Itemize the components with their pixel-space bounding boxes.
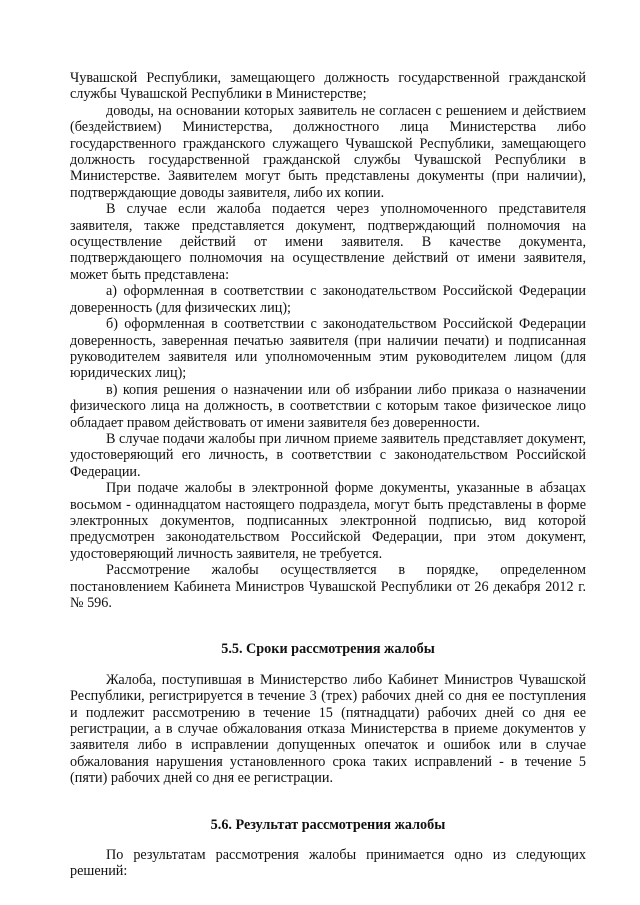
paragraph-consideration-order: Рассмотрение жалобы осуществляется в порядке, определенном постановлением Кабинета Министров Чувашской Республики от 26 декабря 2012 г. № 596. bbox=[70, 562, 586, 611]
paragraph-item-b: б) оформленная в соответствии с законодательством Российской Федерации доверенность, заверенная печатью заявителя (при наличии печати) и подписанная руководителем заявителя или уполномоченным этим руководителем лицом (для юридических лиц); bbox=[70, 316, 586, 382]
paragraph-deadlines: Жалоба, поступившая в Министерство либо Кабинет Министров Чувашской Республики, регистрируется в течение 3 (трех) рабочих дней со дня ее поступления и подлежит рассмотрению в течение 15 (пятнадцати) рабочих дней со дня ее регистрации, а в случае обжалования отказа Министерства в приеме документов у заявителя либо в исправлении допущенных опечаток и ошибок или в случае обжалования нарушения установленного срока таких исправлений - в течение 5 (пяти) рабочих дней со дня ее регистрации. bbox=[70, 671, 586, 787]
section-heading-5-6: 5.6. Результат рассмотрения жалобы bbox=[210, 816, 446, 833]
document-page bbox=[70, 70, 586, 880]
paragraph-result: По результатам рассмотрения жалобы принимается одно из следующих решений: bbox=[70, 847, 586, 880]
paragraph-item-a: а) оформленная в соответствии с законодательством Российской Федерации доверенность (для физических лиц); bbox=[70, 283, 586, 316]
section-heading-5-5: 5.5. Сроки рассмотрения жалобы bbox=[221, 641, 435, 658]
paragraph-representative: В случае если жалоба подается через уполномоченного представителя заявителя, также представляется документ, подтверждающий полномочия на осуществление действий от имени заявителя. В качестве документа, подтверждающего полномочия на осуществление действий от имени заявителя, может быть представлена: bbox=[70, 201, 586, 283]
paragraph-electronic-form: При подаче жалобы в электронной форме документы, указанные в абзацах восьмом - одиннадцатом настоящего подраздела, могут быть представлены в форме электронных документов, подписанных электронной подписью, вид которой предусмотрен законодательством Российской Федерации, при этом документ, удостоверяющий личность заявителя, не требуется. bbox=[70, 480, 586, 562]
paragraph-item-v: в) копия решения о назначении или об избрании либо приказа о назначении физического лица на должность, в соответствии с которым такое физическое лицо обладает правом действовать от имени заявителя без доверенности. bbox=[70, 381, 586, 431]
paragraph-continuation: Чувашской Республики, замещающего должность государственной гражданской службы Чувашской Республики в Министерстве; bbox=[70, 70, 586, 103]
paragraph-arguments: доводы, на основании которых заявитель не согласен с решением и действием (бездействием) Министерства, должностного лица Министерства либо государственного гражданского служащего Чувашской Республики, замещающего должность государственной гражданской службы Чувашской Республики в Министерстве. Заявителем могут быть представлены документы (при наличии), подтверждающие доводы заявителя, либо их копии. bbox=[70, 102, 586, 201]
paragraph-personal-reception: В случае подачи жалобы при личном приеме заявитель представляет документ, удостоверяющий его личность, в соответствии с законодательством Российской Федерации. bbox=[70, 430, 586, 480]
